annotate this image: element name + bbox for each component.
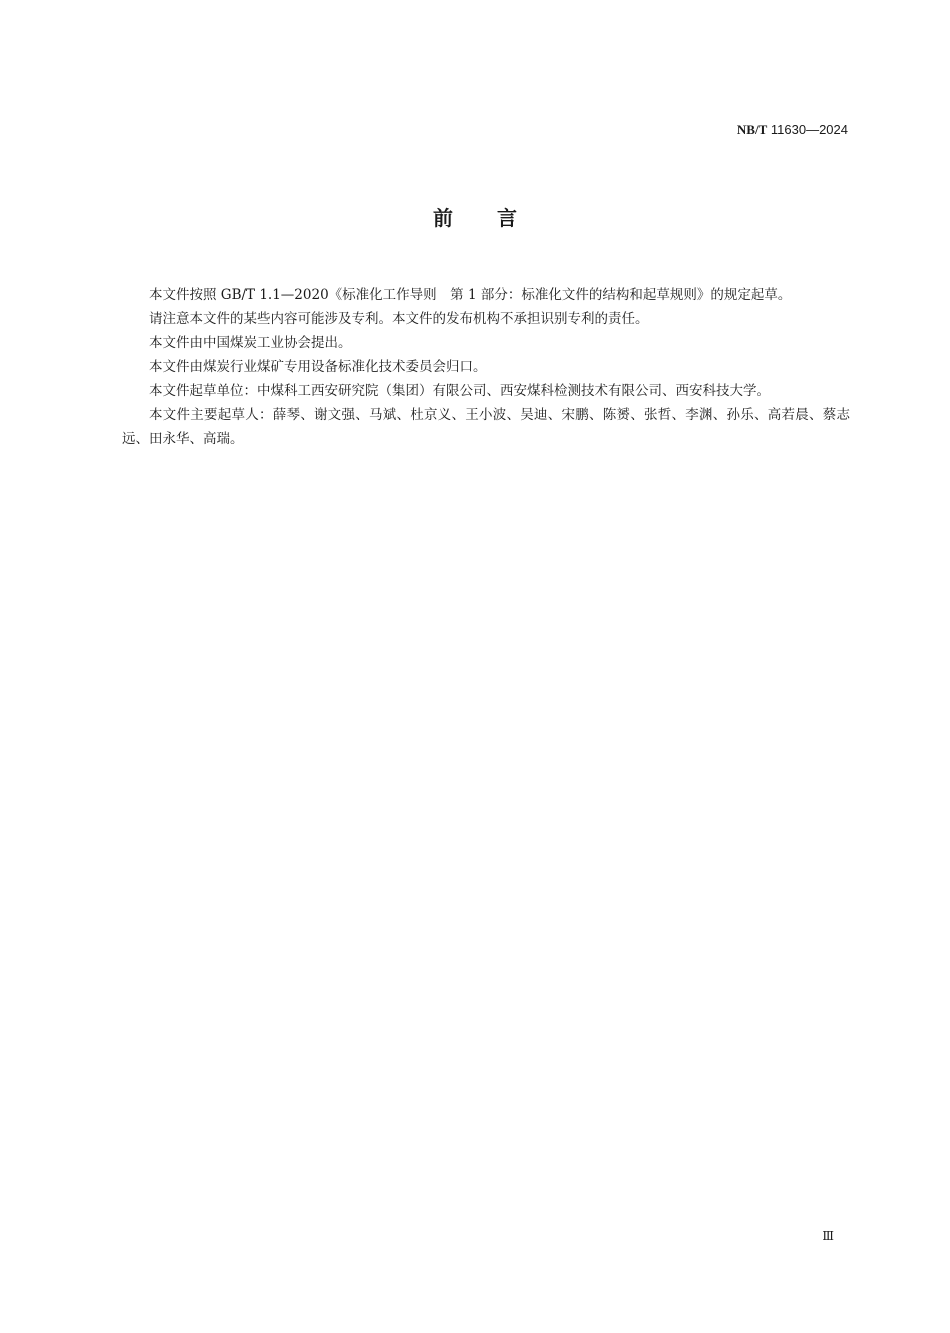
paragraph-patent-notice: 请注意本文件的某些内容可能涉及专利。本文件的发布机构不承担识别专利的责任。	[149, 311, 649, 327]
paragraph-proposer: 本文件由中国煤炭工业协会提出。	[149, 335, 352, 351]
standard-prefix: NB/T	[736, 122, 768, 137]
page-title: 前言	[433, 206, 561, 230]
standard-number	[737, 122, 848, 138]
paragraph-drafting-rules: 本文件按照 GB/T 1.1—2020《标准化工作导则 第 1 部分：标准化文件的结构和起草规则》的规定起草。	[149, 287, 792, 303]
page-number: Ⅲ	[822, 1229, 834, 1243]
paragraph-drafters: 本文件主要起草人：薛琴、谢文强、马斌、杜京义、王小波、吴迪、宋鹏、陈赟、张哲、李渊、孙乐、高若晨、蔡志远、田永华、高瑞。	[122, 407, 850, 447]
standard-code: 11630—2024	[770, 122, 848, 137]
paragraph-committee: 本文件由煤炭行业煤矿专用设备标准化技术委员会归口。	[149, 359, 487, 375]
foreword-body	[122, 283, 850, 451]
paragraph-drafting-units: 本文件起草单位：中煤科工西安研究院（集团）有限公司、西安煤科检测技术有限公司、西安科技大学。	[149, 383, 770, 399]
